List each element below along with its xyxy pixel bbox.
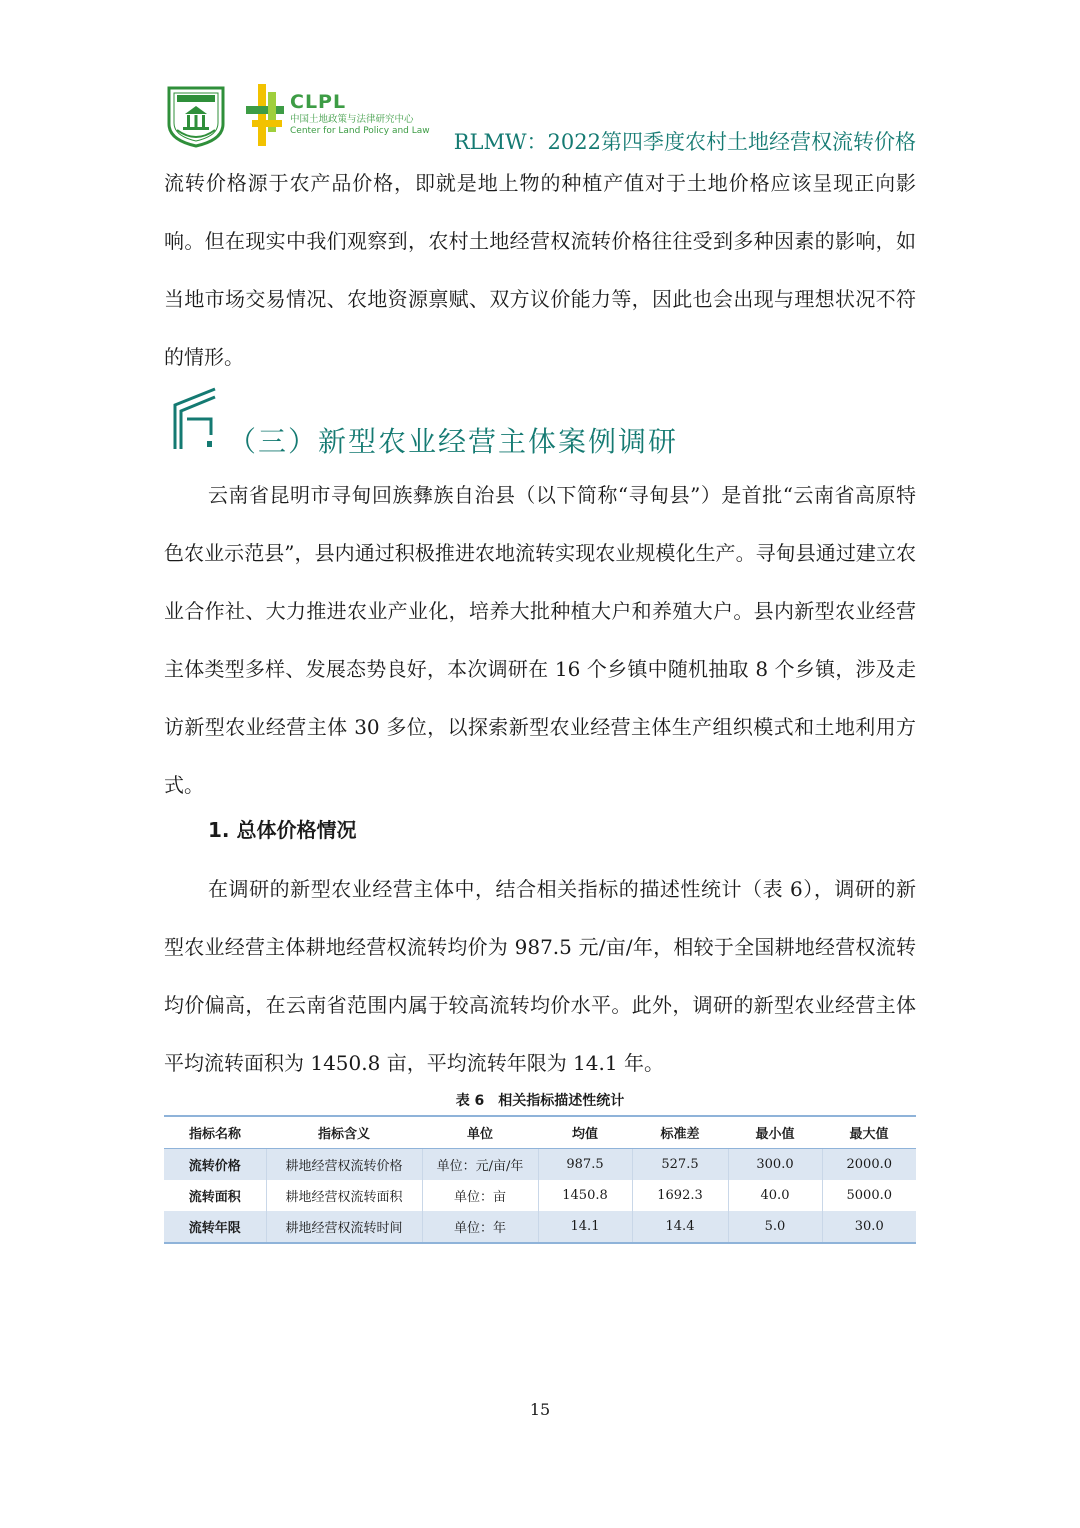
clpl-logo-chinese: 中国土地政策与法律研究中心 xyxy=(290,114,414,125)
table-row xyxy=(164,1149,916,1181)
paragraph-price-factors: 流转价格源于农产品价格，即就是地上物的种植产值对于土地价格应该呈现正向影响。但在现实中我们观察到，农村土地经营权流转价格往往受到多种因素的影响，如当地市场交易情况、农地资源禀赋、双方议价能力等，因此也会出现与理想状况不符的情形。 xyxy=(164,171,916,369)
university-seal-logo xyxy=(163,84,229,148)
table-header-cell: 最大值 xyxy=(822,1116,916,1149)
descriptive-stats-table xyxy=(164,1115,916,1244)
table-cell: 单位：年 xyxy=(422,1211,538,1243)
table-row xyxy=(164,1211,916,1243)
table-row xyxy=(164,1180,916,1211)
table-cell: 流转面积 xyxy=(188,1190,241,1205)
page-number: 15 xyxy=(529,1400,551,1419)
table-cell: 单位：元/亩/年 xyxy=(422,1149,538,1181)
section-title: （三）新型农业经营主体案例调研 xyxy=(228,425,679,458)
running-header-title: RLMW：2022第四季度农村土地经营权流转价格 xyxy=(453,130,916,154)
table-cell: 流转价格 xyxy=(164,1149,266,1181)
table-header-row xyxy=(164,1116,916,1149)
table-cell: 987.5 xyxy=(538,1149,632,1181)
clpl-logo-name: CLPL xyxy=(290,91,347,113)
table-cell: 5000.0 xyxy=(822,1180,916,1211)
table-header-cell: 标准差 xyxy=(632,1116,728,1149)
table-header-cell: 单位 xyxy=(422,1116,538,1149)
table-caption: 表 6 相关指标描述性统计 xyxy=(455,1093,625,1109)
table-cell: 300.0 xyxy=(728,1149,822,1181)
table-cell: 14.4 xyxy=(632,1211,728,1243)
subheading-overall-price: 1. 总体价格情况 xyxy=(208,818,357,842)
table-cell: 30.0 xyxy=(822,1211,916,1243)
section-bracket-icon xyxy=(167,385,219,453)
table-cell: 40.0 xyxy=(728,1180,822,1211)
table-cell: 耕地经营权流转价格 xyxy=(266,1149,422,1181)
table-cell: 5.0 xyxy=(728,1211,822,1243)
table-header-cell: 最小值 xyxy=(728,1116,822,1149)
table-cell: 1450.8 xyxy=(538,1180,632,1211)
table-cell: 耕地经营权流转时间 xyxy=(266,1211,422,1243)
table-cell: 1692.3 xyxy=(632,1180,728,1211)
clpl-logo-english: Center for Land Policy and Law xyxy=(290,126,430,136)
table-cell: 2000.0 xyxy=(822,1149,916,1181)
table-cell: 527.5 xyxy=(632,1149,728,1181)
table-cell: 耕地经营权流转面积 xyxy=(266,1180,422,1211)
table-header-cell: 指标含义 xyxy=(266,1116,422,1149)
table-cell: 流转年限 xyxy=(164,1211,266,1243)
table-cell: 单位：亩 xyxy=(422,1180,538,1211)
table-header-cell: 指标名称 xyxy=(164,1116,266,1149)
table-cell: 14.1 xyxy=(538,1211,632,1243)
table-header-cell: 均值 xyxy=(538,1116,632,1149)
paragraph-price-summary: 在调研的新型农业经营主体中，结合相关指标的描述性统计（表 6），调研的新型农业经营主体耕地经营权流转均价为 987.5 元/亩/年，相较于全国耕地经营权流转均价偏高，在云南省范围内属于较高流转均价水平。此外，调研的新型农业经营主体平均流转面积为 1450.8 亩，平均流转年限为 14.1 年。 xyxy=(164,877,916,1075)
paragraph-xundian-county: 云南省昆明市寻甸回族彝族自治县（以下简称“寻甸县”）是首批“云南省高原特色农业示范县”，县内通过积极推进农地流转实现农业规模化生产。寻甸县通过建立农业合作社、大力推进农业产业化，培养大批种植大户和养殖大户。县内新型农业经营主体类型多样、发展态势良好，本次调研在 16 个乡镇中随机抽取 8 个乡镇，涉及走访新型农业经营主体 30 多位，以探索新型农业经营主体生产组织模式和土地利用方式。 xyxy=(164,483,916,797)
